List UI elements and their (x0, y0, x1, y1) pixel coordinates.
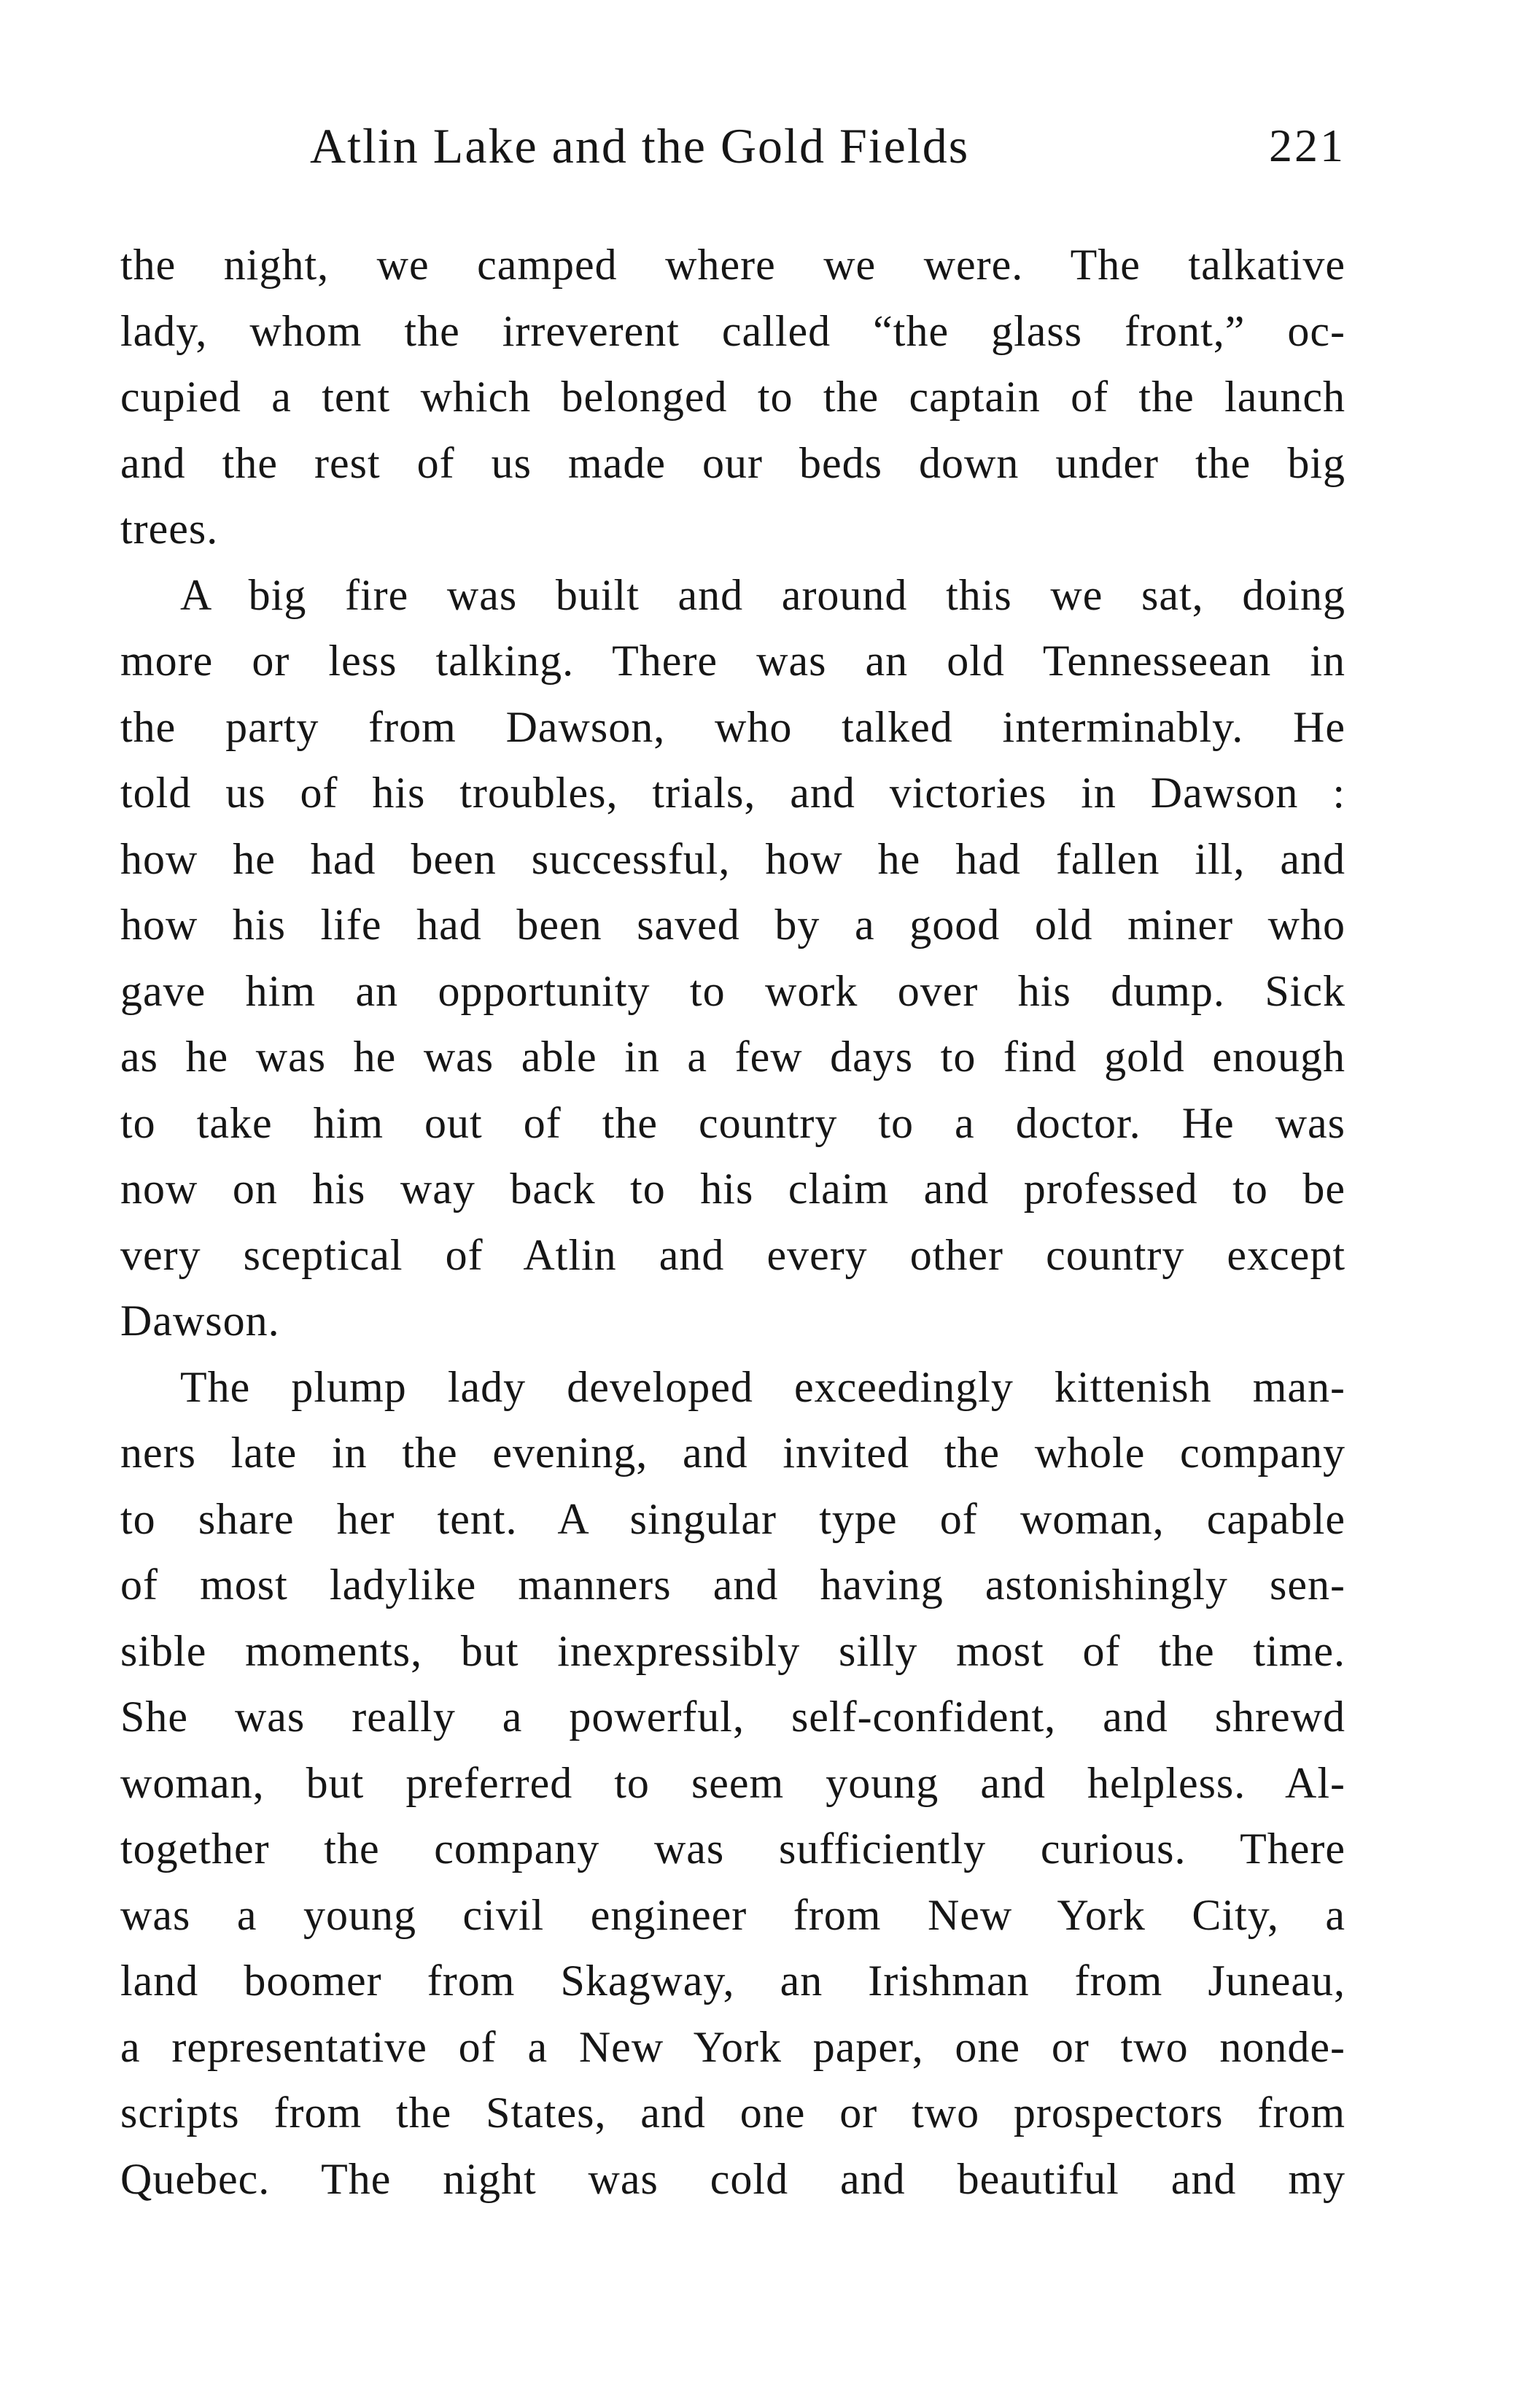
text-line: was a young civil engineer from New York City, a (120, 1890, 1345, 1939)
text-line: gave him an opportunity to work over his dump. Sick (120, 966, 1345, 1015)
text-line: sible moments, but inexpressibly silly most of the time. (120, 1626, 1345, 1675)
text-line: The plump lady developed exceedingly kittenish man- (180, 1362, 1345, 1411)
running-head-title: Atlin Lake and the Gold Fields (310, 118, 970, 174)
text-line: A big fire was built and around this we sat, doing (180, 570, 1345, 619)
text-line: the party from Dawson, who talked interminably. He (120, 702, 1345, 751)
text-line: ners late in the evening, and invited the whole company (120, 1429, 1345, 1477)
text-line: cupied a tent which belonged to the captain of the launch (120, 373, 1345, 421)
running-head (120, 109, 1345, 182)
text-line: together the company was sufficiently curious. There (120, 1825, 1345, 1873)
text-line: Dawson. (120, 1297, 280, 1345)
text-line: woman, but preferred to seem young and helpless. Al- (120, 1758, 1345, 1807)
text-line: very sceptical of Atlin and every other country except (120, 1230, 1345, 1279)
text-line: how his life had been saved by a good old miner who (120, 901, 1345, 949)
text-line: as he was he was able in a few days to find gold enough (120, 1033, 1345, 1081)
page-number: 221 (1269, 120, 1345, 171)
text-line: trees. (120, 505, 219, 553)
text-line: land boomer from Skagway, an Irishman from Juneau, (120, 1957, 1345, 2005)
text-line: more or less talking. There was an old Tennesseean in (120, 637, 1345, 685)
text-line: how he had been successful, how he had fallen ill, and (120, 834, 1345, 883)
text-line: a representative of a New York paper, one or two nonde- (120, 2022, 1345, 2071)
text-line: the night, we camped where we were. The talkative (120, 241, 1345, 289)
text-line: to take him out of the country to a doctor. He was (120, 1098, 1345, 1147)
text-line: lady, whom the irreverent called “the glass front,” oc- (120, 306, 1345, 355)
text-line: She was really a powerful, self-confident, and shrewd (120, 1693, 1345, 1741)
text-line: now on his way back to his claim and professed to be (120, 1165, 1345, 1213)
body-text (120, 232, 1345, 2212)
text-line: Quebec. The night was cold and beautiful and my (120, 2154, 1345, 2203)
text-line: scripts from the States, and one or two prospectors from (120, 2089, 1345, 2137)
text-line: to share her tent. A singular type of woman, capable (120, 1494, 1345, 1543)
text-line: told us of his troubles, trials, and victories in Dawson : (120, 769, 1345, 817)
text-line: and the rest of us made our beds down under the big (120, 438, 1345, 487)
text-line: of most ladylike manners and having astonishingly sen- (120, 1561, 1345, 1609)
